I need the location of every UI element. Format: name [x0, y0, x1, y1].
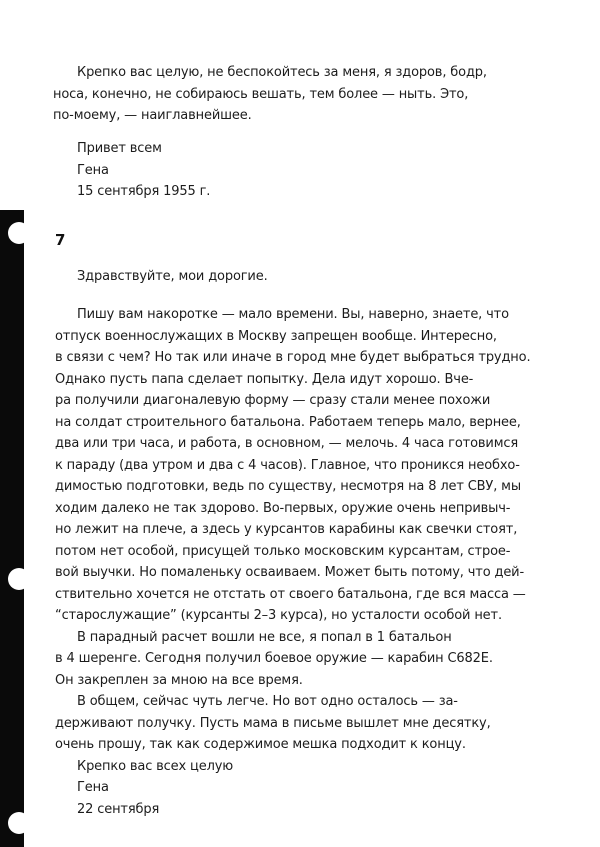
text-line: Крепко вас всех целую — [77, 758, 234, 774]
text-line: два или три часа, и работа, в основном, — мелочь. 4 часа готовимся — [55, 436, 519, 451]
text-line: по-моему, — наиглавнейшее. — [53, 108, 252, 123]
text-line: в 4 шеренге. Сегодня получил боевое оружие — карабин С682Е. — [55, 651, 493, 666]
text-line: держивают получку. Пусть мама в письме вышлет мне десятку, — [55, 715, 491, 731]
letter-date: 15 сентября 1955 г. — [77, 184, 211, 199]
text-line: ра получили диагоналевую форму — сразу стали менее похожи — [55, 393, 491, 408]
text-line: В парадный расчет вошли не все, я попал в 1 батальон — [77, 629, 452, 645]
text-line: очень прошу, так как содержимое мешка подходит к концу. — [55, 737, 466, 752]
text-line: Пишу вам накоротке — мало времени. Вы, наверно, знаете, что — [77, 307, 509, 322]
signature-name: Гена — [77, 162, 109, 178]
text-line: в связи с чем? Но так или иначе в город мне будет выбраться трудно. — [55, 350, 531, 365]
binder-hole — [8, 812, 30, 834]
text-line: ствительно хочется не отстать от своего батальона, где вся масса — — [55, 586, 526, 602]
text-line: отпуск военнослужащих в Москву запрещен вообще. Интересно, — [55, 328, 497, 344]
binder-hole — [8, 222, 30, 244]
text-line: Крепко вас целую, не беспокойтесь за меня, я здоров, бодр, — [77, 65, 487, 80]
greeting — [77, 266, 497, 288]
text-line: В общем, сейчас чуть легче. Но вот одно осталось — за- — [77, 694, 458, 709]
text-line: ходим далеко не так здорово. Во-первых, оружие очень непривыч- — [55, 500, 511, 516]
text-line: Однако пусть папа сделает попытку. Дела идут хорошо. Вче- — [55, 371, 474, 387]
greeting-line: Здравствуйте, мои дорогие. — [77, 269, 268, 284]
text-line: “старослужащие” (курсанты 2–3 курса), но усталости особой нет. — [55, 608, 502, 623]
text-line: Он закреплен за мною на все время. — [55, 672, 303, 688]
signature-name: Гена — [77, 780, 109, 795]
letter-number: 7 — [55, 231, 66, 249]
text-line: носа, конечно, не собираюсь вешать, тем более — ныть. Это, — [53, 86, 469, 102]
text-line: потом нет особой, присущей только московским курсантам, строе- — [55, 543, 511, 559]
closing-paragraph — [53, 62, 497, 127]
text-line: димостью подготовки, ведь по существу, несмотря на 8 лет СВУ, мы — [55, 479, 521, 494]
letter-body — [55, 304, 531, 777]
page-edge-strip — [0, 210, 24, 847]
text-line: но лежит на плече, а здесь у курсантов карабины как свечки стоят, — [55, 522, 518, 537]
text-line: к параду (два утром и два с 4 часов). Главное, что проникся необхо- — [55, 457, 520, 473]
signoff-block — [77, 138, 497, 203]
signoff-block — [77, 777, 497, 820]
text-line: на солдат строительного батальона. Работаем теперь мало, вернее, — [55, 414, 521, 430]
letter-date: 22 сентября — [77, 801, 160, 817]
binder-hole — [8, 568, 30, 590]
text-line: вой выучки. Но помаленьку осваиваем. Может быть потому, что дей- — [55, 565, 525, 580]
signoff-line: Привет всем — [77, 141, 162, 156]
